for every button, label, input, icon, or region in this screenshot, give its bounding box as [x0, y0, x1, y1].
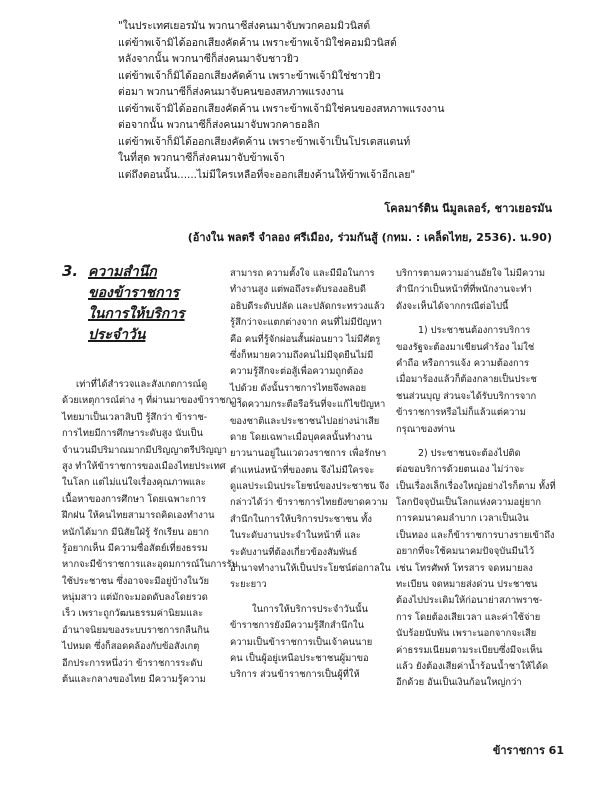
text-line: ในที่สุด พวกนาซีก็ส่งคนมาจับข้าพเจ้า: [118, 152, 285, 164]
text-line: เมื่อมาร้องแล้วก็ต้องกลายเป็นประช: [396, 374, 537, 386]
text-line: 2) ประชาชนจะต้องไปติด: [418, 447, 521, 459]
text-line: หนุ่มสาว แต่มักจะมอดดับลงโดยรวด: [62, 592, 208, 604]
text-line: ความสำนึก: [88, 264, 157, 280]
text-line: บริการตามความอ่านอัยใจ ไม่มีความ: [396, 268, 546, 279]
text-line: เนื้อหาของการศึกษา โดยเฉพาะการ: [62, 493, 206, 505]
text-line: ในการให้บริการ: [88, 306, 185, 322]
text-line: ใช้ประชาชน ซึ่งอาจจะมีอยู่บ้างในวัย: [62, 575, 210, 587]
text-line: สำนึกว่าเป็นหน้าที่ที่พนักงานจะทำ: [396, 284, 532, 296]
text-line: ฝึกฝน ให้คนไทยสามารถคิดเองทำงาน: [62, 510, 215, 522]
paragraph-gap: [396, 315, 548, 323]
text-line: เร็ว เพราะถูกวัฒนธรรมค่านิยมและ: [62, 608, 204, 620]
text-line: นับร้อยนับพัน เพราะนอกจากจะเสีย: [396, 628, 537, 640]
text-line: ต้นและกลางของไทย มีความรู้ความ: [62, 674, 206, 686]
column-2: [230, 266, 391, 684]
text-line: การ โดยต้องเสียเวลา และค่าใช้จ่าย: [396, 611, 541, 623]
paragraph-gap: [396, 438, 548, 446]
text-line: อธิบดีระดับปลัด และปลัดกระทรวงแล้ว: [230, 300, 385, 312]
text-line: ดูแลประเมินประโยชน์ของประชาชน จึง: [230, 481, 390, 493]
text-line: ในการให้บริการประจำวันนั้น: [252, 603, 368, 615]
section-number: 3.: [62, 262, 79, 280]
text-line: อำนาจนิยมของระบบราชการกลืนกิน: [62, 624, 210, 636]
text-line: กล่าวได้ว่า ข้าราชการไทยยังขาดความ: [230, 497, 388, 509]
text-line: ข้าราชการหรือไม่ก็แล้วแต่ความ: [396, 407, 526, 419]
text-line: การไทยมีการศึกษาระดับสูง นับเป็น: [62, 428, 203, 440]
text-line: ในโลก แต่ไม่แน่ใจเรื่องคุณภาพและ: [62, 477, 206, 489]
text-line: บริการ ส่วนข้าราชการเป็นผู้ที่ให้: [230, 669, 360, 681]
text-line: ต่อจากนั้น พวกนาซีก็ส่งคนมาจับพวกคาธอลิก: [118, 119, 320, 131]
section-title: [88, 262, 198, 346]
text-line: ต่อขอบริการด้วยตนเอง ไม่ว่าจะ: [396, 464, 525, 476]
text-line: สำนึกในการให้บริการประชาชน ทั้ง: [230, 513, 372, 525]
text-line: แล้ว ยังต้องเสียค่าน้ำร้อนน้ำชาให้ได้ด: [396, 660, 549, 672]
text-line: ระดับงานที่ต้องเกี่ยวข้องสัมพันธ์: [230, 546, 358, 558]
text-line: ต่อมา พวกนาซีก็ส่งคนมาจับคนของสหภาพแรงงาน: [118, 86, 344, 98]
paragraph-gap: [230, 594, 375, 602]
text-line: รู้สึกว่าจะแตกต่างจาก คนที่ไม่มีปัญหา: [230, 317, 382, 329]
poem-source: (อ้างใน พลตรี จำลอง ศรีเมือง, ร่วมกันสู้ (กทม. : เคล็ดไทย, 2536). น.90): [187, 231, 552, 244]
text-line: การคมนาคมลำบาก เวลาเป็นเงิน: [396, 513, 529, 525]
text-line: หลังจากนั้น พวกนาซีก็ส่งคนมาจับชาวยิว: [118, 53, 299, 65]
text-line: คำถือ หรือการแจ้ง ความต้องการ: [396, 357, 529, 369]
page-footer: ข้าราชการ 61: [492, 744, 564, 757]
text-line: "ในประเทศเยอรมัน พวกนาซีส่งคนมาจับพวกคอมมิวนิสต์: [118, 20, 371, 32]
text-line: ไปด้วย ดังนั้นราชการไทยจึงพลอย: [230, 382, 367, 394]
text-line: ซึ่งก็หมายความถึงคนไม่มีจุดยืนไม่มี: [230, 349, 374, 361]
text-line: เป็นทอง และก็ข้าราชการบางรายเข้าถึง: [396, 529, 555, 541]
text-line: ทะเบียน จดหมายส่งด่วน ประชาชน: [396, 579, 538, 591]
text-line: ของชาติและประชาชนไปอย่างน่าเสีย: [230, 415, 380, 427]
text-line: แต่ข้าพเจ้าก็มิได้ออกเสียงคัดค้าน เพราะข้าพเจ้ามิใช่ชาวยิว: [118, 69, 381, 82]
text-line: อีกด้วย อันเป็นเงินก้อนใหญ่กว่า: [396, 677, 522, 689]
text-line: เท่าที่ได้สำรวจและสังเกตการณ์ดู: [76, 379, 208, 390]
text-line: กรุณาของท่าน: [396, 423, 456, 435]
text-line: แต่ถึงตอนนั้น......ไม่มีใครเหลือที่จะออกเสียงค้านให้ข้าพเจ้าอีกเลย": [118, 168, 416, 181]
text-line: ไปหมด ซึ่งก็สอดคล้องกับข้อสังเกตุ: [62, 641, 200, 653]
poem-attribution: โคลมาร์ติน นีมูลเลอร์, ชาวเยอรมัน: [384, 202, 552, 215]
text-line: ระยะยาว: [230, 579, 267, 591]
text-line: เป็นเรื่องเล็กเรื่องใหญ่อย่างไรก็ตาม ทั้งที่: [396, 480, 556, 492]
column-3: [396, 266, 556, 692]
text-line: หนักได้มาก มีนิสัยใฝ่รู้ รักเรียน อยาก: [62, 526, 209, 538]
text-line: ข้าราชการยังมีความรู้สึกสำนึกใน: [230, 620, 365, 632]
text-line: หากจะมีข้าราชการและอุดมการณ์ในการรับ: [62, 559, 238, 571]
text-line: ด้วยเหตุการณ์ต่าง ๆ ที่ผ่านมาของข้าราชการ: [62, 395, 242, 407]
text-line: อำนาจทำงานให้เป็นประโยชน์ต่อกาลใน: [230, 563, 391, 575]
text-line: จำนวนมีปริมาณมากมีปริญญาตรีปริญญา: [62, 444, 228, 456]
text-line: แต่ข้าพเจ้ามิได้ออกเสียงคัดค้าน เพราะข้าพเจ้ามิใช่คนของสหภาพแรงงาน: [118, 102, 445, 115]
text-line: ของรัฐจะต้องมาเขียนคำร้อง ไม่ใช่: [396, 341, 535, 353]
text-line: ความรู้สึกจะต่อสู้เพื่อความถูกต้อง: [230, 366, 364, 378]
text-line: ต้องไปประเดิมให้ก่อนาย่าสภาพราช-: [396, 595, 543, 607]
text-line: คือ คนที่รู้จักผ่อนสั้นผ่อนยาว ไม่มีศัตรู: [230, 333, 381, 345]
text-line: ขาดความกระตือรือร้นที่จะแก้ไขปัญหา: [230, 399, 386, 411]
text-line: ค่าธรรมเนียมตามระเบียบซึ่งมีจะเห็น: [396, 644, 543, 656]
text-line: แต่ข้าพเจ้ามิได้ออกเสียงคัดค้าน เพราะข้าพเจ้ามิใช่คอมมิวนิสต์: [118, 36, 397, 49]
text-line: 1) ประชาชนต้องการบริการ: [418, 325, 531, 337]
text-line: แต่ข้าพเจ้าก็มิได้ออกเสียงคัดค้าน เพราะข้าพเจ้าเป็นโปรเตสแตนท์: [118, 135, 411, 148]
text-line: ชนส่วนบุญ ส่วนจะได้รับบริการจาก: [396, 390, 537, 402]
text-line: โลกปัจจุบันเป็นโลกแห่งความอยู่ยาก: [396, 497, 542, 509]
text-line: ในระดับงานประจำในหน้าที่ และ: [230, 530, 361, 542]
column-1: [62, 377, 242, 688]
text-line: ไทยมาเป็นเวลาสิบปี รู้สึกว่า ข้าราช-: [62, 411, 208, 423]
text-line: อยากที่จะใช้คมนาคมปัจจุบันมีนไว้: [396, 546, 535, 558]
text-line: สูง ทำให้ข้าราชการของเมืองไทยประเทศ: [62, 460, 226, 472]
text-line: อีกประการหนึ่งว่า ข้าราชการระดับ: [62, 657, 203, 669]
text-line: ดังจะเห็นได้จากกรณีต่อไปนี้: [396, 300, 509, 312]
text-line: ดาย โดยเฉพาะเมื่อบุคคลนั้นทำงาน: [230, 431, 373, 443]
poem-block: [118, 18, 558, 183]
text-line: คน เป็นผู้อยู่เหนือประชาชนผู้มาขอ: [230, 652, 369, 664]
text-line: ของข้าราชการ: [88, 285, 179, 301]
text-line: ทำงานสูง แต่พอถึงระดับรองอธิบดี: [230, 284, 366, 296]
text-line: ความเป็นข้าราชการเป็นเจ้าคนนาย: [230, 636, 373, 648]
text-line: รู้อยากเห็น มีความซื่อสัตย์เที่ยงธรรม: [62, 542, 208, 554]
text-line: สามารถ ความตั้งใจ และมีมีอในการ: [230, 268, 375, 279]
text-line: ยาวนานอยู่ในแวดวงราชการ เพื่อรักษา: [230, 448, 387, 460]
text-line: ตำแหน่งหน้าที่ของตน จึงไม่มีใครจะ: [230, 464, 375, 476]
text-line: ประจำวัน: [88, 327, 146, 343]
text-line: เช่น โทรศัพท์ โทรสาร จดหมายลง: [396, 562, 533, 574]
